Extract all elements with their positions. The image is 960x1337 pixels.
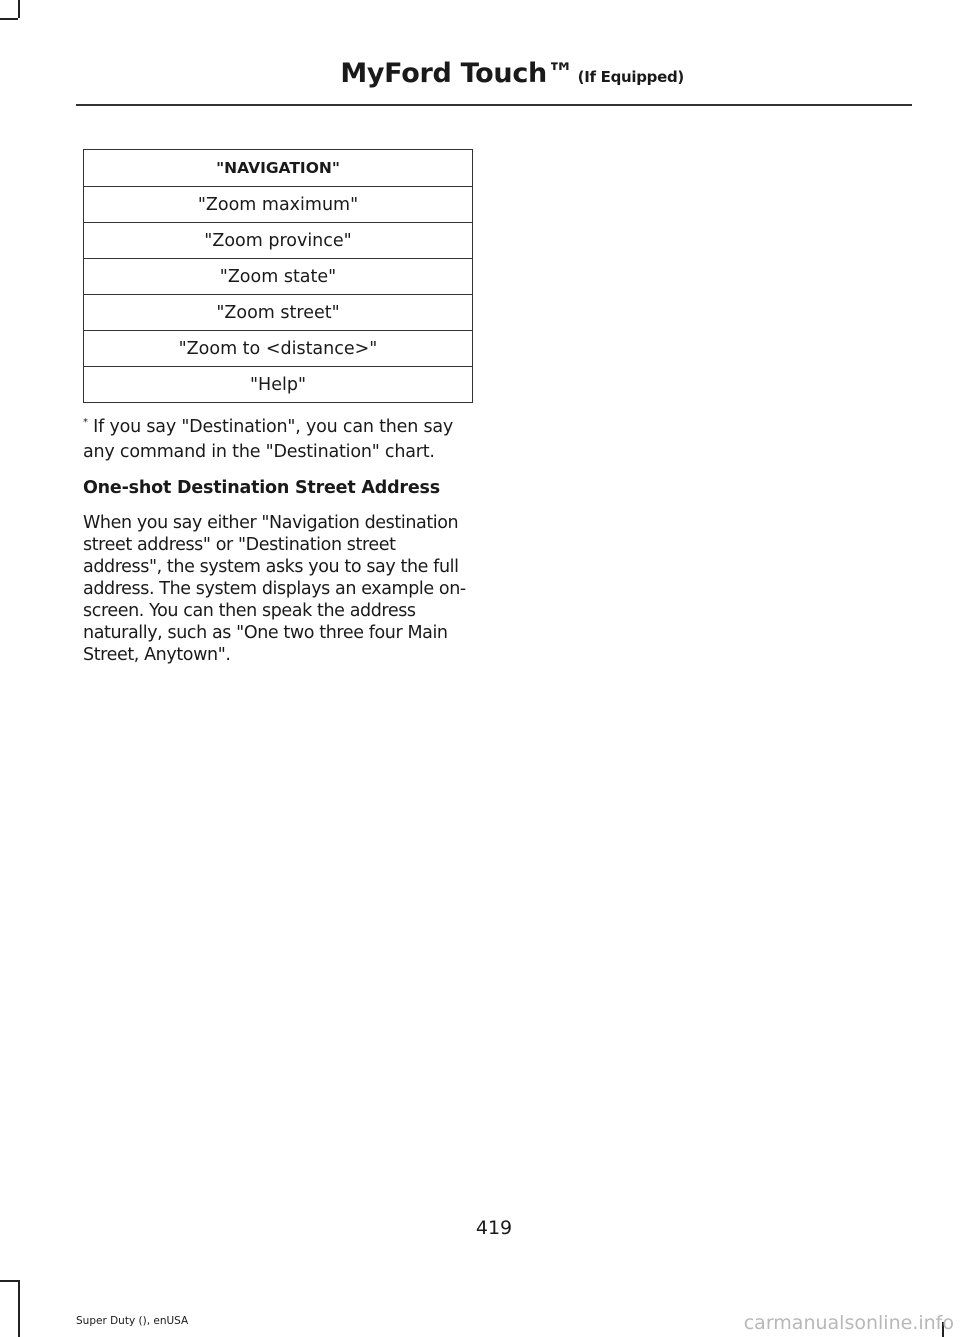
table-cell: "Zoom street" — [84, 295, 473, 331]
table-row — [84, 295, 473, 331]
table-cell: "Zoom province" — [84, 223, 473, 259]
table-row — [84, 259, 473, 295]
crop-mark — [0, 1280, 18, 1282]
document-id: Super Duty (), enUSA — [76, 1315, 189, 1327]
crop-mark — [18, 1280, 20, 1337]
table-row — [84, 367, 473, 403]
table-cell: "Help" — [84, 367, 473, 403]
section-heading: One-shot Destination Street Address — [83, 478, 440, 498]
watermark: carmanualsonline.info — [743, 1312, 954, 1334]
page-number: 419 — [475, 1217, 513, 1239]
header-divider — [76, 104, 912, 106]
section-body: When you say either "Navigation destination street address" or "Destination street address", the system asks you to say the full address. The system displays an example on-screen. You can then speak the address naturally, such as "One two three four Main Street, Anytown". — [83, 513, 466, 665]
page-title-main: MyFord Touch™ — [340, 58, 574, 89]
table-row — [84, 331, 473, 367]
table-header-row — [84, 150, 473, 187]
table-cell: "Zoom to <distance>" — [84, 331, 473, 367]
table-header-cell: "NAVIGATION" — [84, 150, 473, 187]
footnote-marker: * — [83, 417, 88, 428]
table-cell: "Zoom maximum" — [84, 187, 473, 223]
page-title — [340, 58, 684, 89]
navigation-commands-table — [83, 149, 473, 403]
table-footnote — [83, 410, 478, 465]
table-row — [84, 187, 473, 223]
footnote-text: If you say "Destination", you can then say any command in the "Destination" chart. — [83, 416, 454, 462]
page-title-subtitle: (If Equipped) — [577, 68, 684, 86]
crop-mark — [0, 18, 18, 20]
table-row — [84, 223, 473, 259]
crop-mark — [18, 0, 20, 18]
table-cell: "Zoom state" — [84, 259, 473, 295]
